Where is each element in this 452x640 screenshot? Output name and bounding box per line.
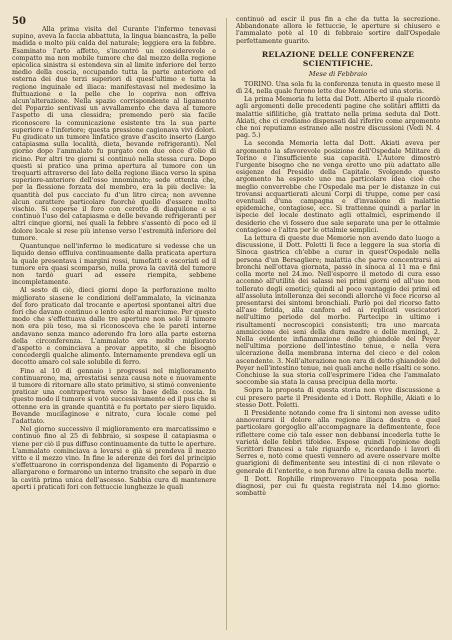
section-title: RELAZIONE DELLE CONFERENZE SCIENTIFICHE.	[261, 49, 415, 68]
column-divider	[226, 18, 227, 630]
left-paragraph-1: Alla prima visita del Curante l'infermo tenevasi supino, aveva la faccia abbattuta, la lingua biancastra, la pelle madida e molto più calda del naturale; leggiera era la febbre. Esaminato l'arto affetto, s'incontrò un considerevole e compatto ma non mobile tumore che dal mezzo della regione epicolica sinistra si estendeva sin al limite inferiore del terzo medio della coscia, occupando tutta la parte anteriore ed esterna dei due terzi superiori di quest'ultimo e tutta la regione inguinale ed iliaca: manifestavasi nel medesimo la fluttuazione e la pelle che lo copriva non offriva alcun'alterazione. Nella spazio corrispondente al ligamento del Poparzio sentivasi un avvallamento che dava al tumore l'aspetto di una clessidra; premendo però sia facile riconoscere la comunicazione esistente tra la sua parte superiore e l'inferiore; questa pressione cagionava vivi dolori. Fu giudicato un tumore linfatico grave d'ascito inserto (Largo catapiasma sulla località, dieta, bevande refrigeranti). Nel giorno dopo l'ammalato fu purgato con due once d'olio di ricino. Per altri tre giorni si continuò nella stessa cura. Dopo questi si pratico una prima apertura al tumore con un trequarti attraverso del lato della regione iliaca verso la spina superiore-anteriore dell'osso innominato; sede ottenta che, per la flessione forzata del membro, era la più declive: la quantità del pus cacciato fu d'un litro circa; non avvenne alcun carattere particolare fuorchè quello d'essere molto vischio. Si coperse il foro con cerotto di diaquilone e si continuò l'uso del catapiasma e delle bevande refrigeranti per altri cinque giorni, nei quali la febbre s'assentò di poco ed il dolore locale si rese più intenso verso l'estremità inferiore del tumore.	[12, 25, 216, 242]
right-paragraph-1: TORINO. Una sola fu la conferenza tenuta in questo mese il dì 24, nella quale furono lette due Memorie ed una storia.	[236, 79, 440, 96]
left-column	[12, 16, 216, 632]
right-paragraph-3: La seconda Memoria letta dal Dott. Akiati aveva per argomento la sfavorevole posizione dell'Ospedale Militare di Torino e l'insufficiente sua capacità. L'Autore dimostrò l'urgente bisogno che ne venga eretto uno più adattato alle esigenze del Presidio della Capitale. Svolgendo questo argomento ha esposto uno ma particolare idea cioè che meglio converrebbe che l'Ospedale ma per le distanze in cui trovansi acquartierati alcuni Corpi di truppe, come per casi eventuali d'una campagna e d'invasione di malattie epidemiche, contagiose, ecc. Si trattenne quindi a parlar in ispecie del locale destinato agli ottalmici, esprimendo il desiderio che vi fossero due sale separate una per le ottalmie contagiose e l'altra per le ottalmie semplici.	[236, 139, 440, 234]
right-paragraph-5: Sopra la proposta di questa storia non vive discussione a cui presero parte il Presidente ed i Dott. Rophille, Akiati e lo stesso Dott. Poletti.	[236, 386, 440, 409]
section-subtitle: Mese di Febbraio	[308, 69, 368, 78]
right-paragraph-7: Il Dott. Rophille rimproveravo l'inceppata posa nella diagnosi, per cui fu questa registrata nel 14.mo giorno: sombattè	[236, 474, 440, 498]
right-paragraph-4: La lettura di queste due Memorie non avendo dato luogo a discussione, il Dott. Poletti lì fece a leggere la sua storia di Sinoca gastrica ch'ebbe a curar in quest'Ospedale nella persona d'un Bersagliere; malattia che parve concentrarsi ai bronchi nell'ottava giornata, passò in sinoca al 11 ma e finì colla morte nel 24.mo. Nell'esporre il metodo di cura esso accennò all'utilità dei salassi nei primi giorni ed all'uso non tollerato degli emetici; quindi al poco vantaggio dei primi ed all'assoluta intolleranza dei secondi allorchè vi fece ricorso al presentarsi dei sintomi bronchiali. Parlò poi del ricorso fatto all'aso fetida, alla canfora ed ai replicati vescicatori nell'ultimo periodo del morbo. Partecipo in ultimo i risultamenti necroscopici consistenti; tra uno marcata ammiccione dei seni della dura madre e delle meningi, 2. Nella evidente infiammazione delle ghiandole del Peyer nell'ultima porzione dell'intestino tenue, e nella vera ulcerazione della membrana interna del cieco e del colon ascendente. 3. Nell'alterazione non rara di detto ghiandole del Peyer nell'intestino tenue, nei quali anche nelle risalti ce sono. Conchiuse la sua storia coll'esprimere l'idea che l'ammalato soccombe sia stata la causa precipua della morte.	[236, 234, 440, 387]
page-number: 50	[12, 16, 26, 27]
left-paragraph-3: Al sesto di ciò, dieci giorni dopo la perforazione molto migliorato siasene le condizioni dell'ammalato, la vicinanza del foro praticato dal trocante e apertosi spontanei altri due fori che davano continuo e lento esito al marciume. Per questo modo che s'effettuava dalle tre aperture non solo il tumore non era più teso, ma si riconosceva che le pareti interne andavano senza manco aderendo fra loro alla parte esterna della circonferenza. L'ammalato era molto migliorato d'aspetto e cominciava a provar appetito, si che bisognò concedergli qualche alimento. Internamente prendeva egli un decotto amaro col sale solubile di ferro.	[12, 286, 216, 367]
right-paragraph-6: Il Presidente notando come fra li sintomi non avesse udito annoverarsi il dolore alla regione iliaca destra e quel particolare gorgoglio all'accompagnare la defimentente, fece riflettere come ciò tale esser non debbansi incederla tutte le varietà delle febbri tifoidee. Espose quindi l'opinione degli Scrittori francesi a tale riguardo e, ricordando i lavori di Serres e, notò come questi vennero ad avere osservare molte guarigioni di defimentente seu intestini di ci non rilevate o generale di l'enterite, e non furono altre la causa della morte.	[236, 408, 440, 475]
right-column	[236, 16, 440, 632]
left-paragraph-2: Quantunque nell'infermo le medicature si vedesse che un liquido denso effluiva continuamente dalla praticata apertura la quale presentava i margini rossi, tumefatti e escoriati ed il tumore era quasi scomparso, nulla prova la cavità del tumore non tardò guari ad essere riempita, sebbene incompletamente.	[12, 242, 216, 287]
right-intro-paragraph: continuò ad escir il pus fin a che da tutta la secrezione. Abbandonate allora le fettuccie, le aperture si chiusero e l'ammalato potè al 10 di febbraio sortire dall'Ospedale perfettamente guarito.	[236, 16, 440, 45]
right-paragraph-2: La prima Memoria fu letta dal Dott. Alberto il quale ricordò agli argomenti delle precedenti pagine che solitàri afflitti da malattie sifilitiche, già trattato nella prima seduta dal Dott. Akiati, che ci crediamo dispensati dal riferire come argomento che noi reputiamo estraneo alle nostre discussioni (Vedi N. 4 pag. 5.)	[236, 95, 440, 140]
left-paragraph-5: Nel giorno successivo il miglioramento era marcatissimo e continuò fino al 25 di febbraio, si sospese il catapiasma e viene per ciò il pus diffuso continuamente da tutte le aperture. L'ammalato cominciava a levarsi e già si prendeva il mezzo vitto e il mezzo vino. In fine le aderenze dei fori del principio s'effettuarono in corrispondenza del ligamento di Poparzio e allargarono e formarono un interno transito che separò in due la cavità prima unica dell'ascesso. Sabbia cura di mantenere aperti i praticati fori con fettuccie lunghezze le quali	[12, 425, 216, 491]
left-paragraph-4: Fino al 10 di gennaio i progressi nel miglioramento continuarono, ma, arrestatisi senza causa note e nuovamente il tumore di ritornare allo stato primitivo, si stimò conveniente praticar una contrapertura verso la base della coscia. In questo modo il tumore si votò successivamente ed il pus che si ottenne era in grande quantità e fu portato per siero liquido. Bevande mucilaginose e nitrato, cura locale come pel l'adattato.	[12, 366, 216, 425]
